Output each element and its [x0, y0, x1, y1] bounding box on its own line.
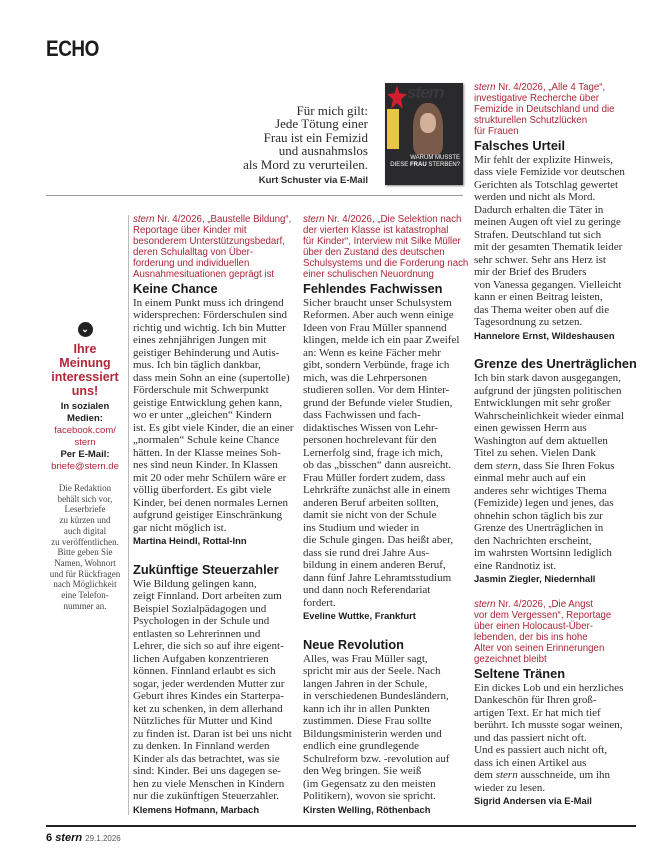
note-line: Bitte geben Sie [57, 547, 113, 558]
article-reference [474, 599, 642, 665]
page-number: 6 [46, 832, 53, 844]
sidebar-heading-line: interessiert [51, 370, 119, 384]
reference-line [133, 214, 298, 225]
body-line: in verschiedenen Bundesländern, [303, 690, 449, 702]
reference-line: strukturellen Schutzlücken [474, 114, 588, 126]
reference-line: über einen Holocaust-Über- [474, 620, 594, 632]
body-line: werden und nicht als Mord. [474, 191, 596, 203]
body-line: sind: Kinder. Bei uns dagegen se- [133, 765, 281, 777]
body-line: anderen Beruf arbeiten sollten, [303, 496, 439, 509]
italic-text: stern [133, 213, 155, 225]
body-line: geistiger Behinderung und Autis- [133, 346, 280, 359]
body-line: gibt, sondern Verbünde, frage ich [303, 359, 450, 371]
body-line: ist. Es gibt viele Kinder, die an einer [133, 421, 294, 434]
body-line: Und es passiert auch nicht oft, [474, 744, 608, 756]
body-line: richtig und wichtig. Ich bin Mutter [133, 321, 286, 334]
italic-text: stern [495, 769, 518, 781]
body-line: nur die zukünftigen Steuerzahler. [133, 790, 280, 802]
reference-line: einer schulischen Neuordnung [303, 268, 434, 280]
body-line: gar nicht möglich ist. [133, 521, 227, 534]
facebook-link-line[interactable]: stern [74, 437, 96, 448]
body-line: mir der Brief des Bruders [474, 266, 587, 278]
note-line: nach Möglichkeit [53, 579, 117, 590]
body-line: wo er unter „gleichen“ Kindern [133, 409, 272, 421]
body-line: Wie Bildung gelingen kann, [133, 577, 257, 590]
reference-line [303, 214, 468, 225]
quote-line: als Mord zu verurteilen. [243, 156, 368, 172]
body-line: zu denken. In Finnland werden [133, 740, 270, 752]
reader-letter [133, 214, 298, 549]
body-line: lichen Aufgaben konzentrieren [133, 652, 269, 665]
magazine-cover-image [385, 83, 463, 185]
letter-title: Neue Revolution [303, 636, 404, 652]
text-segment: Nr. 4/2026, „Baustelle Bildung“, [154, 213, 292, 225]
body-line [474, 769, 642, 782]
editorial-note [45, 483, 125, 611]
reader-letter [474, 599, 642, 809]
reference-line [474, 599, 642, 610]
body-line: nes sind neun Kinder. In Klassen [133, 459, 278, 471]
body-line: Lernerfolg sind, frage ich mich, [303, 446, 443, 459]
body-line: bildung in einem anderen Beruf, [303, 559, 446, 571]
reference-line: Femizide in Deutschland und die [474, 103, 615, 115]
body-line: und das passiert nicht oft. [474, 731, 587, 744]
body-line: dann fünf Jahre Lehramtsstudium [303, 571, 452, 584]
letter-title: Fehlendes Fachwissen [303, 280, 443, 296]
body-line: Ideen von Frau Müller spannend [303, 321, 447, 334]
body-line: einmal mehr auch auf ein [474, 472, 586, 484]
body-line: ohnehin schon täglich bis zur [474, 509, 603, 522]
body-line: von Vanessa gegangen. Vielleicht [474, 278, 622, 291]
body-line: Geburt ihres Kindes ein Starterpa- [133, 690, 284, 702]
body-line: Frau Müller fordert zudem, dass [303, 471, 446, 484]
quote-line: Frau ist ein Femizid [263, 129, 368, 145]
body-line: klingen, melde ich ein paar Zweifel [303, 334, 460, 346]
note-line: nummer an. [63, 600, 107, 611]
text-segment: ausschneide, um ihn [517, 769, 610, 781]
body-line [474, 460, 642, 473]
letters-column-1 [133, 214, 298, 830]
body-line: hen zu viele Menschen in Kindern [133, 777, 285, 790]
sidebar-heading [45, 342, 125, 398]
cover-headline [389, 155, 460, 169]
sidebar-contact [45, 322, 125, 611]
reference-line: deren Schulalltag von Über- [133, 246, 254, 258]
quote-line: Jede Tötung einer [275, 116, 368, 132]
social-label: Medien: [67, 413, 103, 424]
body-line: sehr schwer. Sehr ans Herz ist [474, 253, 606, 266]
letter-title: Zukünftige Steuerzahler [133, 561, 279, 577]
note-line: zu kürzen und [59, 515, 111, 526]
reference-line: forderung und individuellen [133, 257, 250, 269]
body-line: geistige Entwicklung gehen kann, [133, 396, 283, 409]
body-line: meinen Augen oft viel zu geringe [474, 216, 621, 228]
letter-title: Falsches Urteil [474, 137, 566, 153]
body-line: entlasten so Lehrerinnen und [133, 627, 261, 640]
body-line: studieren sollen. Vor dem Hinter- [303, 384, 450, 396]
body-line: können. Finnland erlaubt es sich [133, 665, 276, 677]
body-line: zeigt Finnland. Dort arbeiten zum [133, 590, 282, 602]
text-segment: dem [474, 459, 496, 472]
body-line: langen Jahren in der Schule, [303, 677, 428, 690]
body-line: Wahrscheinlichkeit wieder einmal [474, 409, 624, 422]
body-line: den Nachrichten erscheint, [474, 534, 592, 547]
body-line: zustimmen. Diese Frau sollte [303, 715, 432, 727]
facebook-link-line[interactable]: facebook.com/ [54, 425, 116, 436]
body-line: Dadurch erhalten die Täter in [474, 203, 604, 216]
letter-body [474, 372, 642, 572]
reference-line: der vierten Klasse ist katastrophal [303, 224, 449, 236]
letter-author: Hannelore Ernst, Wildeshausen [474, 329, 615, 341]
letter-title: Keine Chance [133, 280, 218, 296]
italic-text: stern [474, 81, 496, 93]
reference-line: für Kinder“, Interview mit Silke Müller [303, 235, 461, 247]
cover-headline-part: DIESE [390, 162, 410, 168]
body-line: endlich eine grundlegende [303, 740, 420, 752]
body-line: einen gewissen Herrn aus [474, 422, 587, 434]
quote-author: Kurt Schuster via E-Mail [258, 175, 368, 187]
section-title: ECHO [46, 36, 99, 61]
social-label: In sozialen [60, 401, 110, 412]
body-line: Schulreform bzw. -revolution auf [303, 752, 450, 765]
body-line: didaktisches Wissen von Lehr- [303, 421, 439, 434]
reference-line: über den Zustand des deutschen [303, 246, 445, 258]
body-line: Strafen. Deutschland tut sich [474, 228, 602, 241]
body-line: (im Gegensatz zu den meisten [303, 777, 436, 790]
reference-line: lebenden, der bis ins hohe [474, 631, 588, 643]
quote-line: und ausnahmslos [278, 143, 368, 159]
reader-letter [474, 355, 642, 586]
text-segment: Nr. 4/2026, „Die Selektion nach [324, 213, 462, 225]
body-line: Beispiel Sozialpädagogen und [133, 602, 267, 615]
note-line: behält sich vor, [57, 493, 113, 504]
body-line: ket zu schenken, in dem allerhand [133, 702, 283, 715]
body-line: Dankeschön für Ihren groß- [474, 694, 597, 706]
body-line: Alles, was Frau Müller sagt, [303, 652, 428, 665]
body-line: Reformen. Aber auch wenn einige [303, 309, 454, 321]
page-footer [46, 831, 121, 846]
body-line: eine Randnotiz ist. [474, 559, 557, 572]
body-line: Titel zu sehen. Vielen Dank [474, 447, 596, 459]
featured-quote [243, 104, 368, 187]
body-line: Tagesordnung zu setzen. [474, 316, 583, 328]
body-line: mus. Ich bin täglich dankbar, [133, 359, 261, 371]
note-line: Namen, Wohnort [54, 557, 116, 568]
reader-letter [303, 636, 468, 817]
body-line: Sicher braucht unser Schulsystem [303, 296, 452, 309]
reader-letter [303, 214, 468, 624]
letter-author: Jasmin Ziegler, Niedernhall [474, 573, 596, 584]
note-line: zu veröffentlichen. [51, 536, 119, 547]
letter-author: Eveline Wuttke, Frankfurt [303, 610, 416, 621]
magazine-brand: stern [55, 832, 83, 844]
reference-line: besonderem Unterstützungsbedarf, [133, 235, 285, 247]
cover-headline-part: STERBEN? [426, 162, 460, 168]
email-label: Per E-Mail: [60, 449, 110, 460]
body-line: im wahrsten Wortsinn lediglich [474, 547, 612, 559]
chevron-down-icon: ⌄ [78, 322, 93, 337]
article-reference [474, 82, 642, 137]
quote-line: Für mich gilt: [296, 103, 368, 118]
letter-body [474, 682, 642, 795]
body-line: damit sie nicht von der Schule [303, 509, 437, 521]
body-line: Gerichten als Totschlag gewertet [474, 178, 619, 191]
body-line: Kinder als das betrachtet, was sie [133, 752, 280, 765]
divider-vertical [128, 215, 129, 815]
body-line: sogar, jeder werdenden Mutter zur [133, 677, 285, 690]
letter-body [303, 653, 468, 803]
letter-author: Klemens Hofmann, Marbach [133, 803, 260, 815]
reference-line: gezeichnet bleibt [474, 653, 547, 665]
letter-title: Grenze des Unerträglichen [474, 356, 637, 371]
body-line: dass viele Femizide vor deutschen [474, 166, 625, 178]
body-line: Politikern), wovon sie spricht. [303, 790, 436, 802]
body-line: an: Wenn es keine Fächer mehr [303, 346, 441, 359]
italic-text: stern [495, 459, 518, 472]
body-line: berührt. Ich musste sogar weinen, [474, 719, 623, 731]
reference-line: Reportage über Kinder mit [133, 224, 247, 236]
reference-line [474, 82, 642, 93]
italic-text: stern [474, 598, 496, 610]
reference-line: Alter von seinen Erinnerungen [474, 642, 605, 654]
body-line: kann er einen Beitrag leisten, [474, 291, 603, 303]
body-line: aufgrund geistiger Einschränkung [133, 509, 283, 521]
body-line: Nützliches für Mutter und Kind [133, 715, 273, 727]
sidebar-heading-line: Ihre [73, 342, 97, 356]
body-line: Lehrer, die sich so auf ihre eigent- [133, 640, 284, 652]
body-line: dass Fachwissen und fach- [303, 409, 421, 421]
body-line: die Schule gingen. Das heißt aber, [303, 534, 454, 546]
body-line: „normalen“ Schule keine Chance [133, 434, 280, 446]
note-line: eine Telefon- [61, 590, 109, 601]
body-line: aufgrund der jüngsten politischen [474, 384, 622, 397]
text-segment: , dass Sie Ihren Fokus [517, 459, 615, 472]
body-line: anderes sehr wichtiges Thema [474, 484, 607, 497]
reference-line: für Frauen [474, 125, 519, 137]
body-line: (Femizide) legen und jenes, das [474, 497, 614, 509]
letters-column-2 [303, 214, 468, 830]
body-line: ob das „bisschen“ dann ausreicht. [303, 459, 452, 471]
body-line: mich, was die Lehrpersonen [303, 371, 428, 384]
body-line: mit der gesamten Thematik leider [474, 241, 623, 253]
body-line: Förderschule mit Schwerpunkt [133, 384, 269, 396]
body-line: artigen Text. Er hat mich tief [474, 706, 601, 719]
cover-headline-part: FRAU [409, 162, 427, 168]
reference-line: vor dem Vergessen“, Reportage [474, 609, 612, 621]
body-line: In einem Punkt muss ich dringend [133, 296, 284, 309]
body-line: personen hochrelevant für den [303, 434, 437, 446]
body-line: hätten. In der Klasse meines Soh- [133, 446, 281, 459]
body-line: Bildungsministerin werden und [303, 727, 442, 740]
letter-author: Kirsten Welling, Röthenbach [303, 803, 431, 815]
body-line: Entwicklungen mit sehr großer [474, 397, 611, 409]
note-line: auch digital [63, 525, 107, 536]
letter-author: Sigrid Andersen via E-Mail [474, 795, 592, 806]
cover-portrait [413, 103, 443, 155]
body-line: dass sie rund drei Jahre Aus- [303, 546, 430, 559]
body-line: zu finden ist. Daran ist bei uns nicht [133, 727, 292, 740]
italic-text: stern [303, 213, 325, 225]
stern-star-logo [387, 85, 407, 109]
body-line: Mir fehlt der explizite Hinweis, [474, 153, 613, 166]
body-line: Psychologen in der Schule und [133, 615, 270, 627]
text-segment: Nr. 4/2026, „Alle 4 Tage“, [495, 81, 606, 93]
reference-line: Ausnahmesituationen geprägt ist [133, 268, 275, 280]
letter-body [133, 297, 298, 535]
body-line: grund der Befunde vieler Studien, [303, 396, 453, 409]
cover-logo: stern [407, 83, 444, 102]
body-line: kann ich ihr in allen Punkten [303, 702, 430, 715]
issue-date: 29.1.2026 [85, 834, 121, 843]
letters-column-3 [474, 82, 642, 821]
body-line: eines zehnjährigen Jungen mit [133, 334, 267, 346]
sidebar-heading-line: uns! [71, 384, 99, 398]
divider [46, 195, 463, 196]
body-line: und dann noch Referendariat [303, 584, 431, 596]
body-line: Ein dickes Lob und ein herzliches [474, 681, 624, 694]
body-line: Lehrkräfte zunächst alle in einem [303, 484, 451, 496]
note-line: Leserbriefe [64, 504, 106, 515]
footer-divider [46, 825, 636, 827]
cover-side-teaser [387, 109, 399, 149]
body-line: spricht mir aus der Seele. Nach [303, 665, 441, 677]
body-line: widersprechen: Förderschulen sind [133, 309, 287, 321]
body-line: den Weg bringen. Sie weiß [303, 765, 422, 777]
body-line: Kinder, bei denen normales Lernen [133, 496, 289, 509]
reference-line: investigative Recherche über [474, 92, 599, 104]
text-segment: Nr. 4/2026, „Die Angst [495, 598, 594, 610]
sidebar-heading-line: Meinung [59, 356, 111, 370]
body-line: wieder zu lesen. [474, 781, 546, 794]
letter-author: Martina Heindl, Rottal-Inn [133, 535, 247, 546]
reader-letter [474, 82, 642, 343]
body-line: völlig überfordert. Es gibt viele [133, 484, 272, 496]
body-line: das Thema weiter oben auf die [474, 303, 610, 316]
letter-body [133, 578, 298, 803]
text-segment: dem [474, 769, 496, 781]
article-reference [133, 214, 298, 280]
letter-title: Seltene Tränen [474, 665, 566, 681]
reference-line: Schulsystems und die Forderung nach [303, 257, 469, 269]
email-link[interactable]: briefe@stern.de [51, 461, 119, 472]
body-line: mit 20 oder mehr Schülern wäre er [133, 471, 287, 484]
body-line: Grenze des Unerträglichen in [474, 522, 604, 534]
letter-body [303, 297, 468, 610]
facebook-link[interactable] [45, 425, 125, 449]
body-line: Ich bin stark davon ausgegangen, [474, 372, 621, 384]
body-line: ins Studium und wieder in [303, 521, 420, 534]
letter-body [474, 154, 642, 329]
article-reference [303, 214, 468, 280]
cover-headline-line: WARUM MUSSTE [410, 155, 460, 161]
body-line: fordert. [303, 596, 336, 609]
body-line: dass mein Sohn an eine (supertolle) [133, 371, 290, 384]
body-line: Washington auf dem aktuellen [474, 434, 608, 447]
reader-letter [133, 561, 298, 817]
note-line: und für Rückfragen [49, 568, 121, 579]
note-line: Die Redaktion [58, 483, 112, 493]
body-line: dass ich einen Artikel aus [474, 756, 587, 769]
